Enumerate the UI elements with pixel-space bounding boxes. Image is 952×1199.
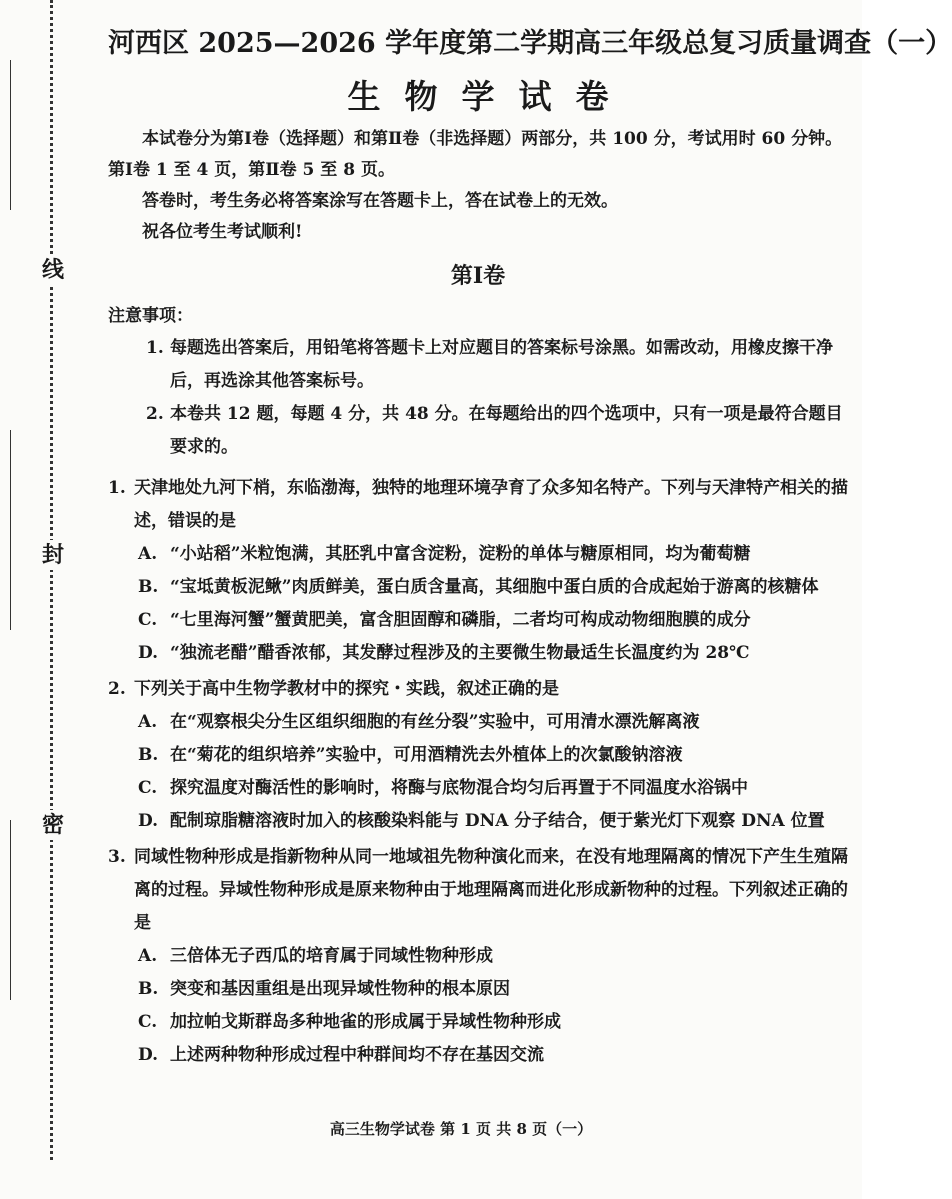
answer-option [108,604,848,637]
question-number: 3. [108,847,126,867]
intro-instruction: 答卷时，考生务必将答案涂写在答题卡上，答在试卷上的无效。 [142,191,618,211]
option-text: 探究温度对酶活性的影响时，将酶与底物混合均匀后再置于不同温度水浴锅中 [170,778,748,798]
option-label: B. [138,577,159,597]
option-label: A. [138,544,158,564]
option-label: D. [138,811,159,831]
intro-wish: 祝各位考生考试顺利! [142,222,303,242]
option-label: A. [138,946,158,966]
answer-option [108,571,848,604]
option-text: “宝坻黄板泥鳅”肉质鲜美，蛋白质含量高，其细胞中蛋白质的合成起始于游离的核糖体 [170,577,819,597]
fill-line [10,60,12,210]
answer-option [108,940,848,973]
notes-heading: 注意事项： [108,306,193,326]
option-label: C. [138,610,158,630]
option-text: 加拉帕戈斯群岛多种地雀的形成属于异域性物种形成 [170,1012,561,1032]
option-text: 上述两种物种形成过程中种群间均不存在基因交流 [170,1045,544,1065]
exam-title: 河西区 2025—2026 学年度第二学期高三年级总复习质量调查（一） [108,28,952,59]
binding-label-xian: 线 [38,255,68,285]
binding-margin [0,0,72,1199]
answer-option [108,973,848,1006]
option-text: 配制琼脂糖溶液时加入的核酸染料能与 DNA 分子结合，便于紫光灯下观察 DNA 位置 [170,811,825,831]
option-text: 在“观察根尖分生区组织细胞的有丝分裂”实验中，可用清水漂洗解离液 [170,712,700,732]
answer-option [108,637,848,670]
option-text: “小站稻”米粒饱满，其胚乳中富含淀粉，淀粉的单体与糖原相同，均为葡萄糖 [170,544,751,564]
question-stem [108,673,848,706]
option-label: B. [138,979,159,999]
question-text: 下列关于高中生物学教材中的探究・实践，叙述正确的是 [134,679,559,699]
question-number: 1. [108,478,126,498]
page-footer: 高三生物学试卷 第 1 页 共 8 页（一） [329,1120,593,1138]
question-stem [108,841,848,940]
note-item [108,332,848,398]
binding-label-mi: 密 [38,810,68,840]
question-text: 天津地处九河下梢，东临渤海，独特的地理环境孕育了众多知名特产。下列与天津特产相关的描述，错误的是 [134,478,848,531]
option-label: B. [138,745,159,765]
option-label: D. [138,643,159,663]
answer-option [108,706,848,739]
note-text: 每题选出答案后，用铅笔将答题卡上对应题目的答案标号涂黑。如需改动，用橡皮擦干净后，再选涂其他答案标号。 [170,338,833,391]
question-text: 同域性物种形成是指新物种从同一地域祖先物种演化而来，在没有地理隔离的情况下产生生殖隔离的过程。异域性物种形成是原来物种由于地理隔离而进化形成新物种的过程。下列叙述正确的是 [134,847,848,933]
fill-line [10,430,12,630]
exam-page [108,22,952,1072]
answer-option [108,1006,848,1039]
option-label: C. [138,1012,158,1032]
option-text: 在“菊花的组织培养”实验中，可用酒精洗去外植体上的次氯酸钠溶液 [170,745,683,765]
answer-option [108,805,848,838]
section-title: 第Ⅰ卷 [450,263,506,289]
option-text: “独流老醋”醋香浓郁，其发酵过程涉及的主要微生物最适生长温度约为 28℃ [170,643,750,663]
note-item [108,398,848,464]
question-stem [108,472,848,538]
answer-option [108,1039,848,1072]
fill-line [10,820,12,1000]
note-text: 本卷共 12 题，每题 4 分，共 48 分。在每题给出的四个选项中，只有一项是最符合题目要求的。 [170,404,843,457]
option-text: 突变和基因重组是出现异域性物种的根本原因 [170,979,510,999]
question-number: 2. [108,679,126,699]
answer-option [108,772,848,805]
intro-paragraph: 本试卷分为第Ⅰ卷（选择题）和第Ⅱ卷（非选择题）两部分，共 100 分，考试用时 60 分钟。第Ⅰ卷 1 至 4 页，第Ⅱ卷 5 至 8 页。 [108,129,843,180]
note-number: 1. [146,338,164,358]
option-label: C. [138,778,158,798]
option-text: 三倍体无子西瓜的培育属于同域性物种形成 [170,946,493,966]
note-number: 2. [146,404,164,424]
answer-option [108,538,848,571]
option-label: D. [138,1045,159,1065]
option-label: A. [138,712,158,732]
dotted-cut-line [50,0,53,1160]
binding-label-feng: 封 [38,540,68,570]
subject-title: 生物学试卷 [347,77,633,116]
answer-option [108,739,848,772]
option-text: “七里海河蟹”蟹黄肥美，富含胆固醇和磷脂，二者均可构成动物细胞膜的成分 [170,610,751,630]
